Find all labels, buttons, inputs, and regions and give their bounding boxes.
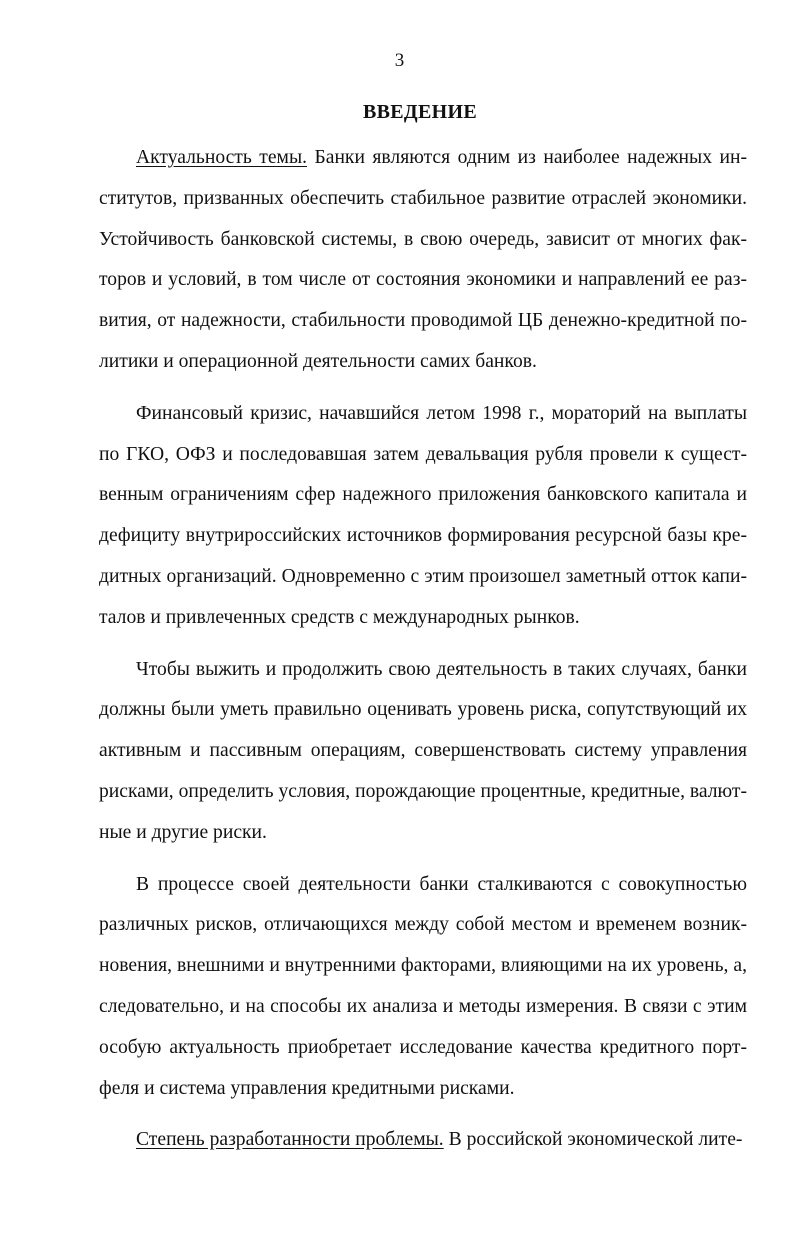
- paragraph-lead-development: Степень разработанности проблемы.: [136, 1129, 444, 1151]
- paragraph-text: Банки являются одним из наиболее надежных институтов, призванных обеспечить стабильное развитие отраслей экономики. Устойчивость банковской системы, в свою очередь, зависит от многих факторов и условий, в том числе от состояния экономики и направлений ее развития, от надежности, стабильности проводимой ЦБ денежно-кредитной политики и операционной деятельности самих банков.: [99, 147, 747, 372]
- paragraph-survival: [99, 650, 747, 854]
- paragraph-text: В российской экономической лите-: [443, 1129, 743, 1151]
- paragraph-relevance: [99, 138, 747, 383]
- paragraph-crisis: [99, 394, 747, 639]
- paragraph-text: Чтобы выжить и продолжить свою деятельность в таких случаях, банки должны были уметь правильно оценивать уровень риска, сопутствующий их активным и пассивным операциям, совершенствовать систему управления рисками, определить условия, порождающие процентные, кредитные, валютные и другие риски.: [99, 658, 747, 843]
- paragraph-development: [99, 1120, 747, 1161]
- paragraph-text: Финансовый кризис, начавшийся летом 1998 г., мораторий на выплаты по ГКО, ОФЗ и последовавшая затем девальвация рубля провели к существенным ограничениям сфер надежного приложения банковского капитала и дефициту внутрироссийских источников формирования ресурсной базы кредитных организаций. Одновременно с этим произошел заметный отток капиталов и привлеченных средств с международных рынков.: [99, 402, 747, 628]
- body-text: [99, 138, 747, 1161]
- paragraph-lead-relevance: Актуальность темы.: [136, 147, 308, 168]
- paragraph-text: В процессе своей деятельности банки сталкиваются с совокупностью различных рисков, отличающихся между собой местом и временем возникновения, внешними и внутренними факторами, влияющими на их уровень, а, следовательно, и на способы их анализа и методы измерения. В связи с этим особую актуальность приобретает исследование качества кредитного портфеля и система управления кредитными рисками.: [99, 873, 747, 1099]
- paragraph-risks: [99, 865, 747, 1110]
- page-number: 3: [394, 50, 405, 71]
- section-heading: ВВЕДЕНИЕ: [363, 101, 477, 123]
